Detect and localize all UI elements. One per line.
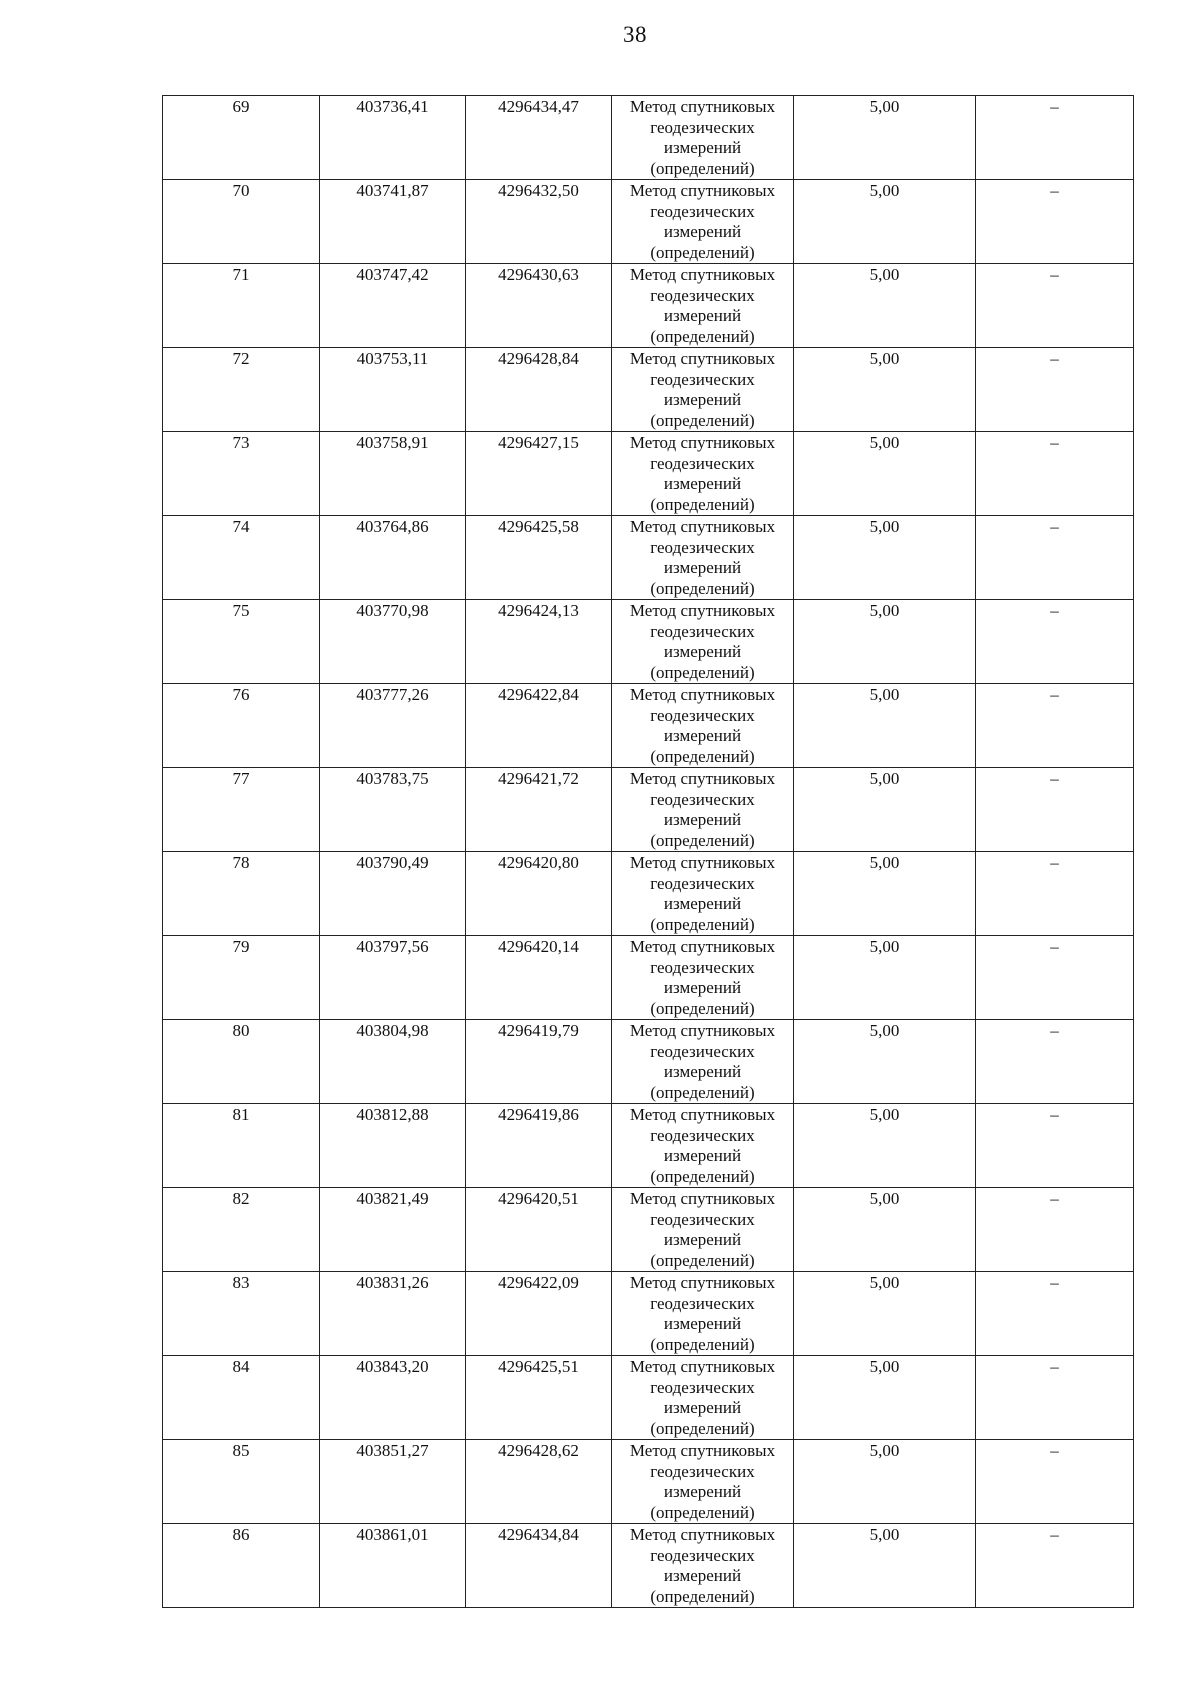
point-number-cell: 81 (163, 1104, 320, 1188)
point-number-cell: 85 (163, 1440, 320, 1524)
accuracy-cell: 5,00 (794, 684, 976, 768)
note-cell: – (976, 1020, 1134, 1104)
accuracy-cell: 5,00 (794, 180, 976, 264)
point-number-cell: 82 (163, 1188, 320, 1272)
method-cell: Метод спутниковых геодезических измерений (определений) (612, 1440, 794, 1524)
y-coordinate-cell: 4296419,79 (466, 1020, 612, 1104)
method-cell: Метод спутниковых геодезических измерений (определений) (612, 768, 794, 852)
note-cell: – (976, 1272, 1134, 1356)
table-row (163, 96, 1134, 180)
note-cell: – (976, 348, 1134, 432)
accuracy-cell: 5,00 (794, 1524, 976, 1608)
note-cell: – (976, 852, 1134, 936)
y-coordinate-cell: 4296424,13 (466, 600, 612, 684)
accuracy-cell: 5,00 (794, 768, 976, 852)
x-coordinate-cell: 403831,26 (320, 1272, 466, 1356)
table-row (163, 516, 1134, 600)
table-row (163, 1440, 1134, 1524)
point-number-cell: 76 (163, 684, 320, 768)
y-coordinate-cell: 4296420,14 (466, 936, 612, 1020)
method-cell: Метод спутниковых геодезических измерений (определений) (612, 432, 794, 516)
table-row (163, 1524, 1134, 1608)
point-number-cell: 75 (163, 600, 320, 684)
x-coordinate-cell: 403741,87 (320, 180, 466, 264)
point-number-cell: 84 (163, 1356, 320, 1440)
method-cell: Метод спутниковых геодезических измерений (определений) (612, 1356, 794, 1440)
note-cell: – (976, 684, 1134, 768)
method-cell: Метод спутниковых геодезических измерений (определений) (612, 684, 794, 768)
y-coordinate-cell: 4296422,09 (466, 1272, 612, 1356)
note-cell: – (976, 1440, 1134, 1524)
note-cell: – (976, 1356, 1134, 1440)
x-coordinate-cell: 403783,75 (320, 768, 466, 852)
note-cell: – (976, 1104, 1134, 1188)
x-coordinate-cell: 403861,01 (320, 1524, 466, 1608)
method-cell: Метод спутниковых геодезических измерений (определений) (612, 936, 794, 1020)
table-row (163, 264, 1134, 348)
point-number-cell: 73 (163, 432, 320, 516)
point-number-cell: 78 (163, 852, 320, 936)
table-row (163, 432, 1134, 516)
note-cell: – (976, 516, 1134, 600)
note-cell: – (976, 96, 1134, 180)
point-number-cell: 77 (163, 768, 320, 852)
point-number-cell: 72 (163, 348, 320, 432)
x-coordinate-cell: 403851,27 (320, 1440, 466, 1524)
note-cell: – (976, 1188, 1134, 1272)
x-coordinate-cell: 403770,98 (320, 600, 466, 684)
x-coordinate-cell: 403790,49 (320, 852, 466, 936)
method-cell: Метод спутниковых геодезических измерений (определений) (612, 264, 794, 348)
accuracy-cell: 5,00 (794, 96, 976, 180)
table-row (163, 600, 1134, 684)
point-number-cell: 80 (163, 1020, 320, 1104)
coordinates-table (162, 95, 1134, 1608)
method-cell: Метод спутниковых геодезических измерений (определений) (612, 1272, 794, 1356)
table-row (163, 1356, 1134, 1440)
table-row (163, 348, 1134, 432)
note-cell: – (976, 432, 1134, 516)
x-coordinate-cell: 403797,56 (320, 936, 466, 1020)
note-cell: – (976, 180, 1134, 264)
method-cell: Метод спутниковых геодезических измерений (определений) (612, 1188, 794, 1272)
method-cell: Метод спутниковых геодезических измерений (определений) (612, 180, 794, 264)
accuracy-cell: 5,00 (794, 264, 976, 348)
note-cell: – (976, 600, 1134, 684)
method-cell: Метод спутниковых геодезических измерений (определений) (612, 1020, 794, 1104)
accuracy-cell: 5,00 (794, 348, 976, 432)
table-row (163, 1104, 1134, 1188)
y-coordinate-cell: 4296425,58 (466, 516, 612, 600)
y-coordinate-cell: 4296434,84 (466, 1524, 612, 1608)
y-coordinate-cell: 4296434,47 (466, 96, 612, 180)
method-cell: Метод спутниковых геодезических измерений (определений) (612, 516, 794, 600)
table-row (163, 1272, 1134, 1356)
point-number-cell: 86 (163, 1524, 320, 1608)
accuracy-cell: 5,00 (794, 1440, 976, 1524)
table-row (163, 852, 1134, 936)
accuracy-cell: 5,00 (794, 432, 976, 516)
x-coordinate-cell: 403747,42 (320, 264, 466, 348)
y-coordinate-cell: 4296430,63 (466, 264, 612, 348)
y-coordinate-cell: 4296432,50 (466, 180, 612, 264)
table-row (163, 1020, 1134, 1104)
table-row (163, 1188, 1134, 1272)
note-cell: – (976, 1524, 1134, 1608)
x-coordinate-cell: 403812,88 (320, 1104, 466, 1188)
y-coordinate-cell: 4296421,72 (466, 768, 612, 852)
method-cell: Метод спутниковых геодезических измерений (определений) (612, 348, 794, 432)
x-coordinate-cell: 403821,49 (320, 1188, 466, 1272)
accuracy-cell: 5,00 (794, 1272, 976, 1356)
method-cell: Метод спутниковых геодезических измерений (определений) (612, 600, 794, 684)
method-cell: Метод спутниковых геодезических измерений (определений) (612, 96, 794, 180)
point-number-cell: 69 (163, 96, 320, 180)
point-number-cell: 83 (163, 1272, 320, 1356)
accuracy-cell: 5,00 (794, 936, 976, 1020)
accuracy-cell: 5,00 (794, 516, 976, 600)
method-cell: Метод спутниковых геодезических измерений (определений) (612, 1524, 794, 1608)
point-number-cell: 71 (163, 264, 320, 348)
y-coordinate-cell: 4296422,84 (466, 684, 612, 768)
y-coordinate-cell: 4296420,80 (466, 852, 612, 936)
note-cell: – (976, 264, 1134, 348)
accuracy-cell: 5,00 (794, 1020, 976, 1104)
y-coordinate-cell: 4296428,62 (466, 1440, 612, 1524)
table-row (163, 684, 1134, 768)
y-coordinate-cell: 4296419,86 (466, 1104, 612, 1188)
x-coordinate-cell: 403736,41 (320, 96, 466, 180)
accuracy-cell: 5,00 (794, 852, 976, 936)
point-number-cell: 70 (163, 180, 320, 264)
page-number: 38 (623, 22, 647, 47)
y-coordinate-cell: 4296425,51 (466, 1356, 612, 1440)
x-coordinate-cell: 403843,20 (320, 1356, 466, 1440)
y-coordinate-cell: 4296428,84 (466, 348, 612, 432)
method-cell: Метод спутниковых геодезических измерений (определений) (612, 852, 794, 936)
table-row (163, 936, 1134, 1020)
x-coordinate-cell: 403764,86 (320, 516, 466, 600)
point-number-cell: 74 (163, 516, 320, 600)
note-cell: – (976, 936, 1134, 1020)
point-number-cell: 79 (163, 936, 320, 1020)
x-coordinate-cell: 403753,11 (320, 348, 466, 432)
y-coordinate-cell: 4296427,15 (466, 432, 612, 516)
table-row (163, 768, 1134, 852)
x-coordinate-cell: 403804,98 (320, 1020, 466, 1104)
accuracy-cell: 5,00 (794, 1188, 976, 1272)
accuracy-cell: 5,00 (794, 1104, 976, 1188)
accuracy-cell: 5,00 (794, 600, 976, 684)
x-coordinate-cell: 403758,91 (320, 432, 466, 516)
note-cell: – (976, 768, 1134, 852)
x-coordinate-cell: 403777,26 (320, 684, 466, 768)
coordinates-table-body (163, 96, 1134, 1608)
accuracy-cell: 5,00 (794, 1356, 976, 1440)
y-coordinate-cell: 4296420,51 (466, 1188, 612, 1272)
table-row (163, 180, 1134, 264)
method-cell: Метод спутниковых геодезических измерений (определений) (612, 1104, 794, 1188)
